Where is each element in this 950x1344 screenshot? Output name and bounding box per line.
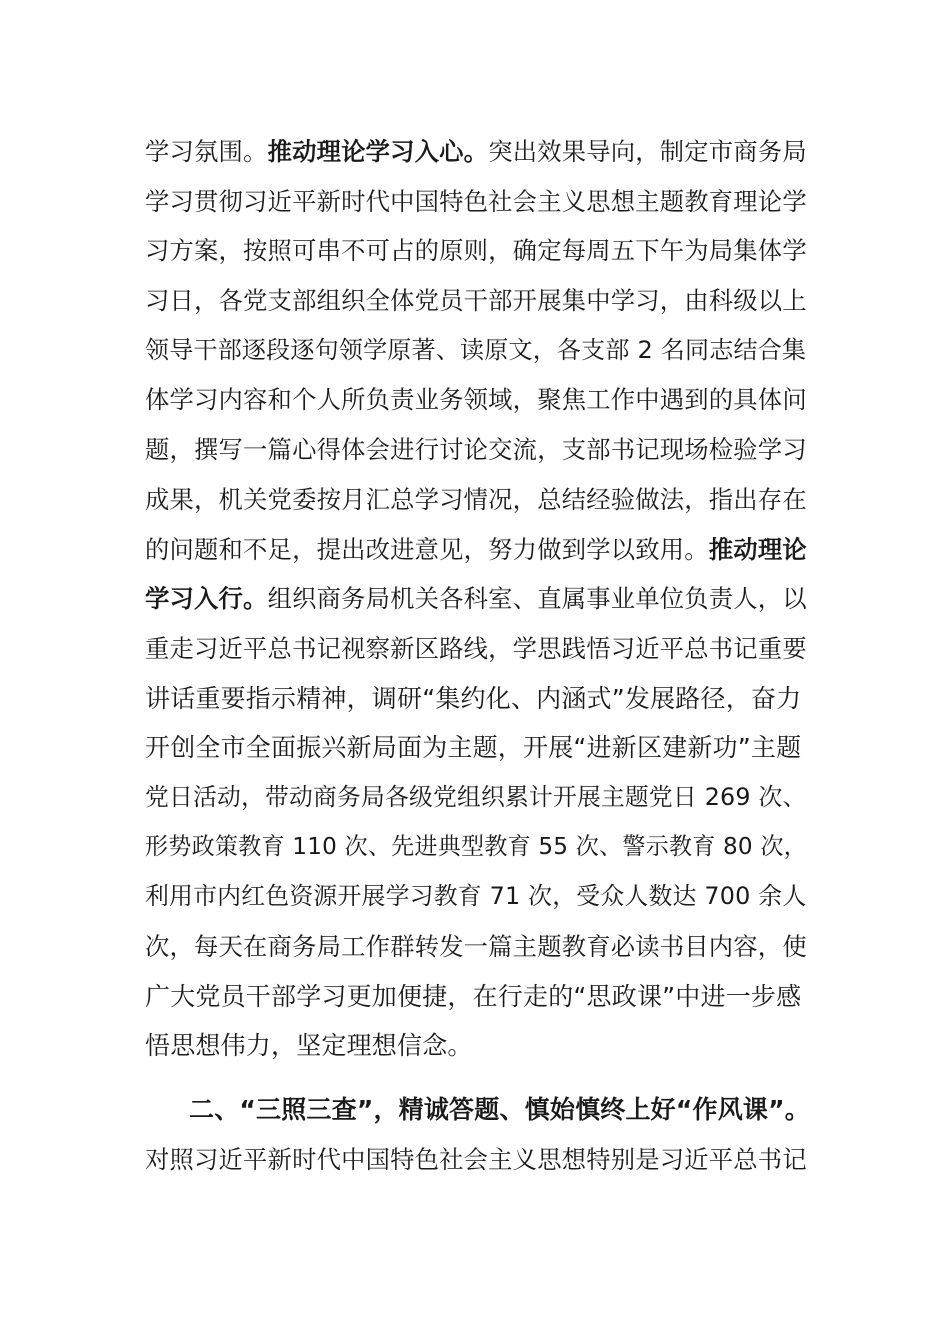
body-paragraph-2 — [145, 1085, 810, 1184]
text-line: 讲话重要指示精神，调研“集约化、内涵式”发展路径，奋力 — [145, 683, 802, 713]
section-heading: 二、“三照三查”，精诚答题、慎始慎终上好“作风课”。 — [189, 1095, 810, 1124]
text-line: 广大党员干部学习更加便捷，在行走的“思政课”中进一步感 — [145, 981, 802, 1011]
text-line: 题，撰写一篇心得体会进行讨论交流，支部书记现场检验学习 — [145, 435, 807, 465]
text-line: 领导干部逐段逐句领学原著、读原文，各支部 2 名同志结合集 — [145, 335, 807, 364]
body-paragraph-1 — [145, 127, 810, 1071]
text-line: 习日，各党支部组织全体党员干部开展集中学习，由科级以上 — [145, 286, 807, 316]
text-line: 对照习近平新时代中国特色社会主义思想特别是习近平总书记 — [145, 1144, 807, 1174]
text-line: 开创全市全面振兴新局面为主题，开展“进新区建新功”主题 — [145, 733, 802, 763]
text-line: 学习贯彻习近平新时代中国特色社会主义思想主题教育理论学 — [145, 186, 807, 216]
text-line: 党日活动，带动商务局各级党组织累计开展主题党日 269 次、 — [145, 782, 807, 811]
text-line: 悟思想伟力，坚定理想信念。 — [145, 1031, 473, 1061]
text-line: 学习氛围。推动理论学习入心。突出效果导向，制定市商务局 — [145, 137, 807, 166]
text-line: 重走习近平总书记视察新区路线，学思践悟习近平总书记重要 — [145, 633, 807, 663]
bold-subheading: 推动理论 — [708, 534, 807, 564]
text-line: 学习入行。组织商务局机关各科室、直属事业单位负责人，以 — [145, 584, 807, 614]
text-line: 体学习内容和个人所负责业务领域，聚焦工作中遇到的具体问 — [145, 385, 807, 415]
bold-subheading: 推动理论学习入心。 — [267, 137, 489, 166]
text-line: 次，每天在商务局工作群转发一篇主题教育必读书目内容，使 — [145, 932, 807, 961]
text-line: 形势政策教育 110 次、先进典型教育 55 次、警示教育 80 次， — [145, 833, 807, 860]
bold-subheading: 学习入行。 — [145, 584, 268, 614]
text-line: 成果，机关党委按月汇总学习情况，总结经验做法，指出存在 — [145, 484, 807, 514]
text-line: 利用市内红色资源开展学习教育 71 次，受众人数达 700 余人 — [145, 882, 807, 911]
text-line: 习方案，按照可串不可占的原则，确定每周五下午为局集体学 — [145, 236, 807, 266]
text-line: 的问题和不足，提出改进意见，努力做到学以致用。推动理论 — [145, 534, 807, 564]
